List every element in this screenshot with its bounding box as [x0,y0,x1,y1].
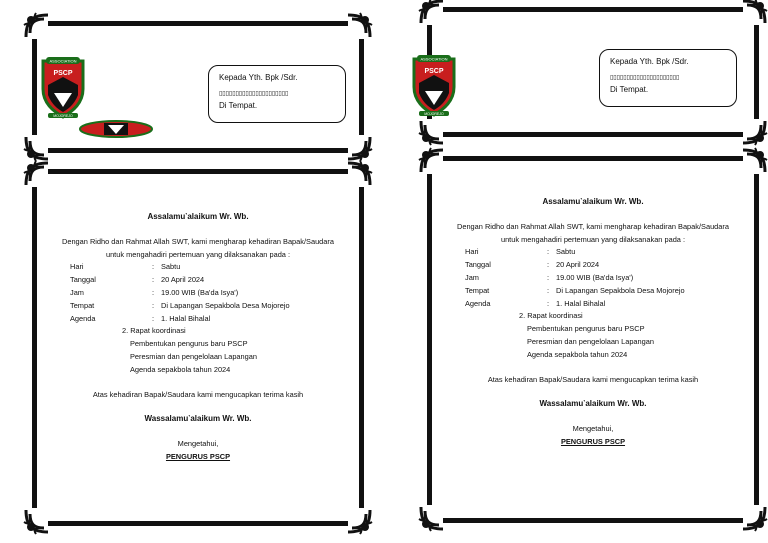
ornament-corner-icon [22,11,52,41]
ornament-corner-icon [344,506,374,536]
envelope-card-left [28,17,368,157]
logo-top-text: ASSOCIATION [420,56,448,62]
agenda-sub-item: Pembentukan pengurus baru PSCP [130,339,248,349]
ornament-corner-icon [22,159,52,189]
detail-key: Tempat [465,285,490,295]
greeting: Assalamu‵alaikum Wr. Wb. [147,212,249,221]
detail-row: Tanggal : 20 April 2024 [465,259,751,272]
ornament-corner-icon [739,117,768,147]
letter-body [40,211,356,464]
border-line [32,187,37,508]
thanks-line: Atas kehadiran Bapak/Saudara kami mengucapkan terima kasih [92,389,304,399]
detail-row: Tempat : Di Lapangan Sepakbola Desa Mojorejo [70,300,356,313]
recipient-line: Kepada Yth. Bpk /Sdr. [610,57,689,66]
border-line [359,187,364,508]
detail-value: Di Lapangan Sepakbola Desa Mojorejo [161,300,290,310]
thanks-line: Atas kehadiran Bapak/Saudara kami mengucapkan terima kasih [487,374,699,384]
detail-row: Hari : Sabtu [70,261,356,274]
acknowledged-label: Mengetahui, [177,439,219,449]
letter-card-right [423,152,763,527]
detail-row: Tempat : Di Lapangan Sepakbola Desa Mojorejo [465,285,751,298]
detail-row: Jam : 19.00 WIB (Ba'da Isya') [465,272,751,285]
agenda-sub-item: Peresmian dan pengelolaan Lapangan [130,351,257,361]
letter-card-left [28,165,368,530]
recipient-place: Di Tempat. [219,101,258,110]
intro-line-2: untuk mengahadiri pertemuan yang dilaksanakan pada : [500,234,686,244]
recipient-line: Kepada Yth. Bpk /Sdr. [219,73,298,82]
border-line [32,39,37,135]
ornament-corner-icon [417,503,447,533]
pscp-club-logo [40,55,86,119]
ornament-corner-icon [417,146,447,176]
recipient-place: Di Tempat. [610,85,649,94]
detail-key: Jam [70,287,84,297]
detail-value: 1. Halal Bihalal [556,298,606,308]
logo-top-text: ASSOCIATION [49,58,77,64]
detail-key: Jam [465,272,479,282]
letter-body [435,196,751,449]
border-line [427,174,432,505]
ornament-corner-icon [344,11,374,41]
border-line [48,21,348,26]
recipient-name-placeholder: ▯▯▯▯▯▯▯▯▯▯▯▯▯▯▯▯▯▯▯▯▯ [219,91,289,97]
intro-line-1: Dengan Ridho dan Rahmat Allah SWT, kami mengharap kehadiran Bapak/Saudara [457,221,729,231]
border-line [754,174,759,505]
detail-row: Hari : Sabtu [465,246,751,259]
signatory: PENGURUS PSCP [165,451,231,461]
logo-bottom-text: MOJOREJO [53,114,73,118]
ornament-corner-icon [739,503,768,533]
agenda-sub-item: Agenda sepakbola tahun 2024 [130,364,231,374]
ornament-corner-icon [22,506,52,536]
recipient-address-box [599,49,737,107]
agenda-item-2: 2. Rapat koordinasi [519,311,583,321]
agenda-item-2: 2. Rapat koordinasi [122,326,186,336]
detail-key: Tempat [70,300,95,310]
detail-row: Agenda : 1. Halal Bihalal [70,313,356,326]
recipient-name-placeholder: ▯▯▯▯▯▯▯▯▯▯▯▯▯▯▯▯▯▯▯▯▯ [610,75,680,81]
detail-key: Agenda [465,298,491,308]
border-line [48,169,348,174]
ornament-corner-icon [344,159,374,189]
ornament-corner-icon [417,117,447,147]
greeting: Assalamu‵alaikum Wr. Wb. [542,197,644,206]
detail-row: Jam : 19.00 WIB (Ba'da Isya') [70,287,356,300]
detail-row: Agenda : 1. Halal Bihalal [465,298,751,311]
detail-key: Tanggal [70,275,96,285]
border-line [48,148,348,153]
intro-line-2: untuk mengahadiri pertemuan yang dilaksanakan pada : [105,249,291,259]
detail-value: 1. Halal Bihalal [161,313,211,323]
ornament-corner-icon [739,0,768,27]
detail-value: 20 April 2024 [161,275,205,285]
pscp-club-logo [411,53,457,117]
agenda-sub-item: Peresmian dan pengelolaan Lapangan [527,336,654,346]
detail-value: Sabtu [161,262,181,272]
envelope-card-right [420,3,763,141]
ornament-corner-icon [417,0,447,27]
recipient-address-box [208,65,346,123]
border-line [359,39,364,135]
acknowledged-label: Mengetahui, [572,424,614,434]
detail-value: Di Lapangan Sepakbola Desa Mojorejo [556,285,685,295]
agenda-sub-item: Pembentukan pengurus baru PSCP [527,324,645,334]
detail-key: Agenda [70,313,96,323]
pscp-club-logo-small [78,117,154,139]
border-line [443,132,743,137]
agenda-sub-item: Agenda sepakbola tahun 2024 [527,349,628,359]
border-line [48,521,348,526]
closing: Wassalamu‵alaikum Wr. Wb. [539,399,647,409]
ornament-corner-icon [739,146,768,176]
intro-line-1: Dengan Ridho dan Rahmat Allah SWT, kami mengharap kehadiran Bapak/Saudara [62,236,334,246]
border-line [754,25,759,119]
detail-key: Tanggal [465,260,491,270]
detail-row: Tanggal : 20 April 2024 [70,274,356,287]
logo-emblem-text: PSCP [53,70,73,77]
closing: Wassalamu‵alaikum Wr. Wb. [144,414,252,424]
detail-key: Hari [70,262,84,272]
detail-key: Hari [465,247,479,257]
detail-value: 19.00 WIB (Ba'da Isya') [161,287,239,297]
border-line [443,518,743,523]
logo-bottom-text: MOJOREJO [424,112,444,116]
border-line [443,156,743,161]
detail-value: 19.00 WIB (Ba'da Isya') [556,272,634,282]
detail-value: Sabtu [556,247,576,257]
border-line [443,7,743,12]
logo-emblem-text: PSCP [424,68,444,75]
detail-value: 20 April 2024 [556,260,600,270]
signatory: PENGURUS PSCP [560,436,626,446]
